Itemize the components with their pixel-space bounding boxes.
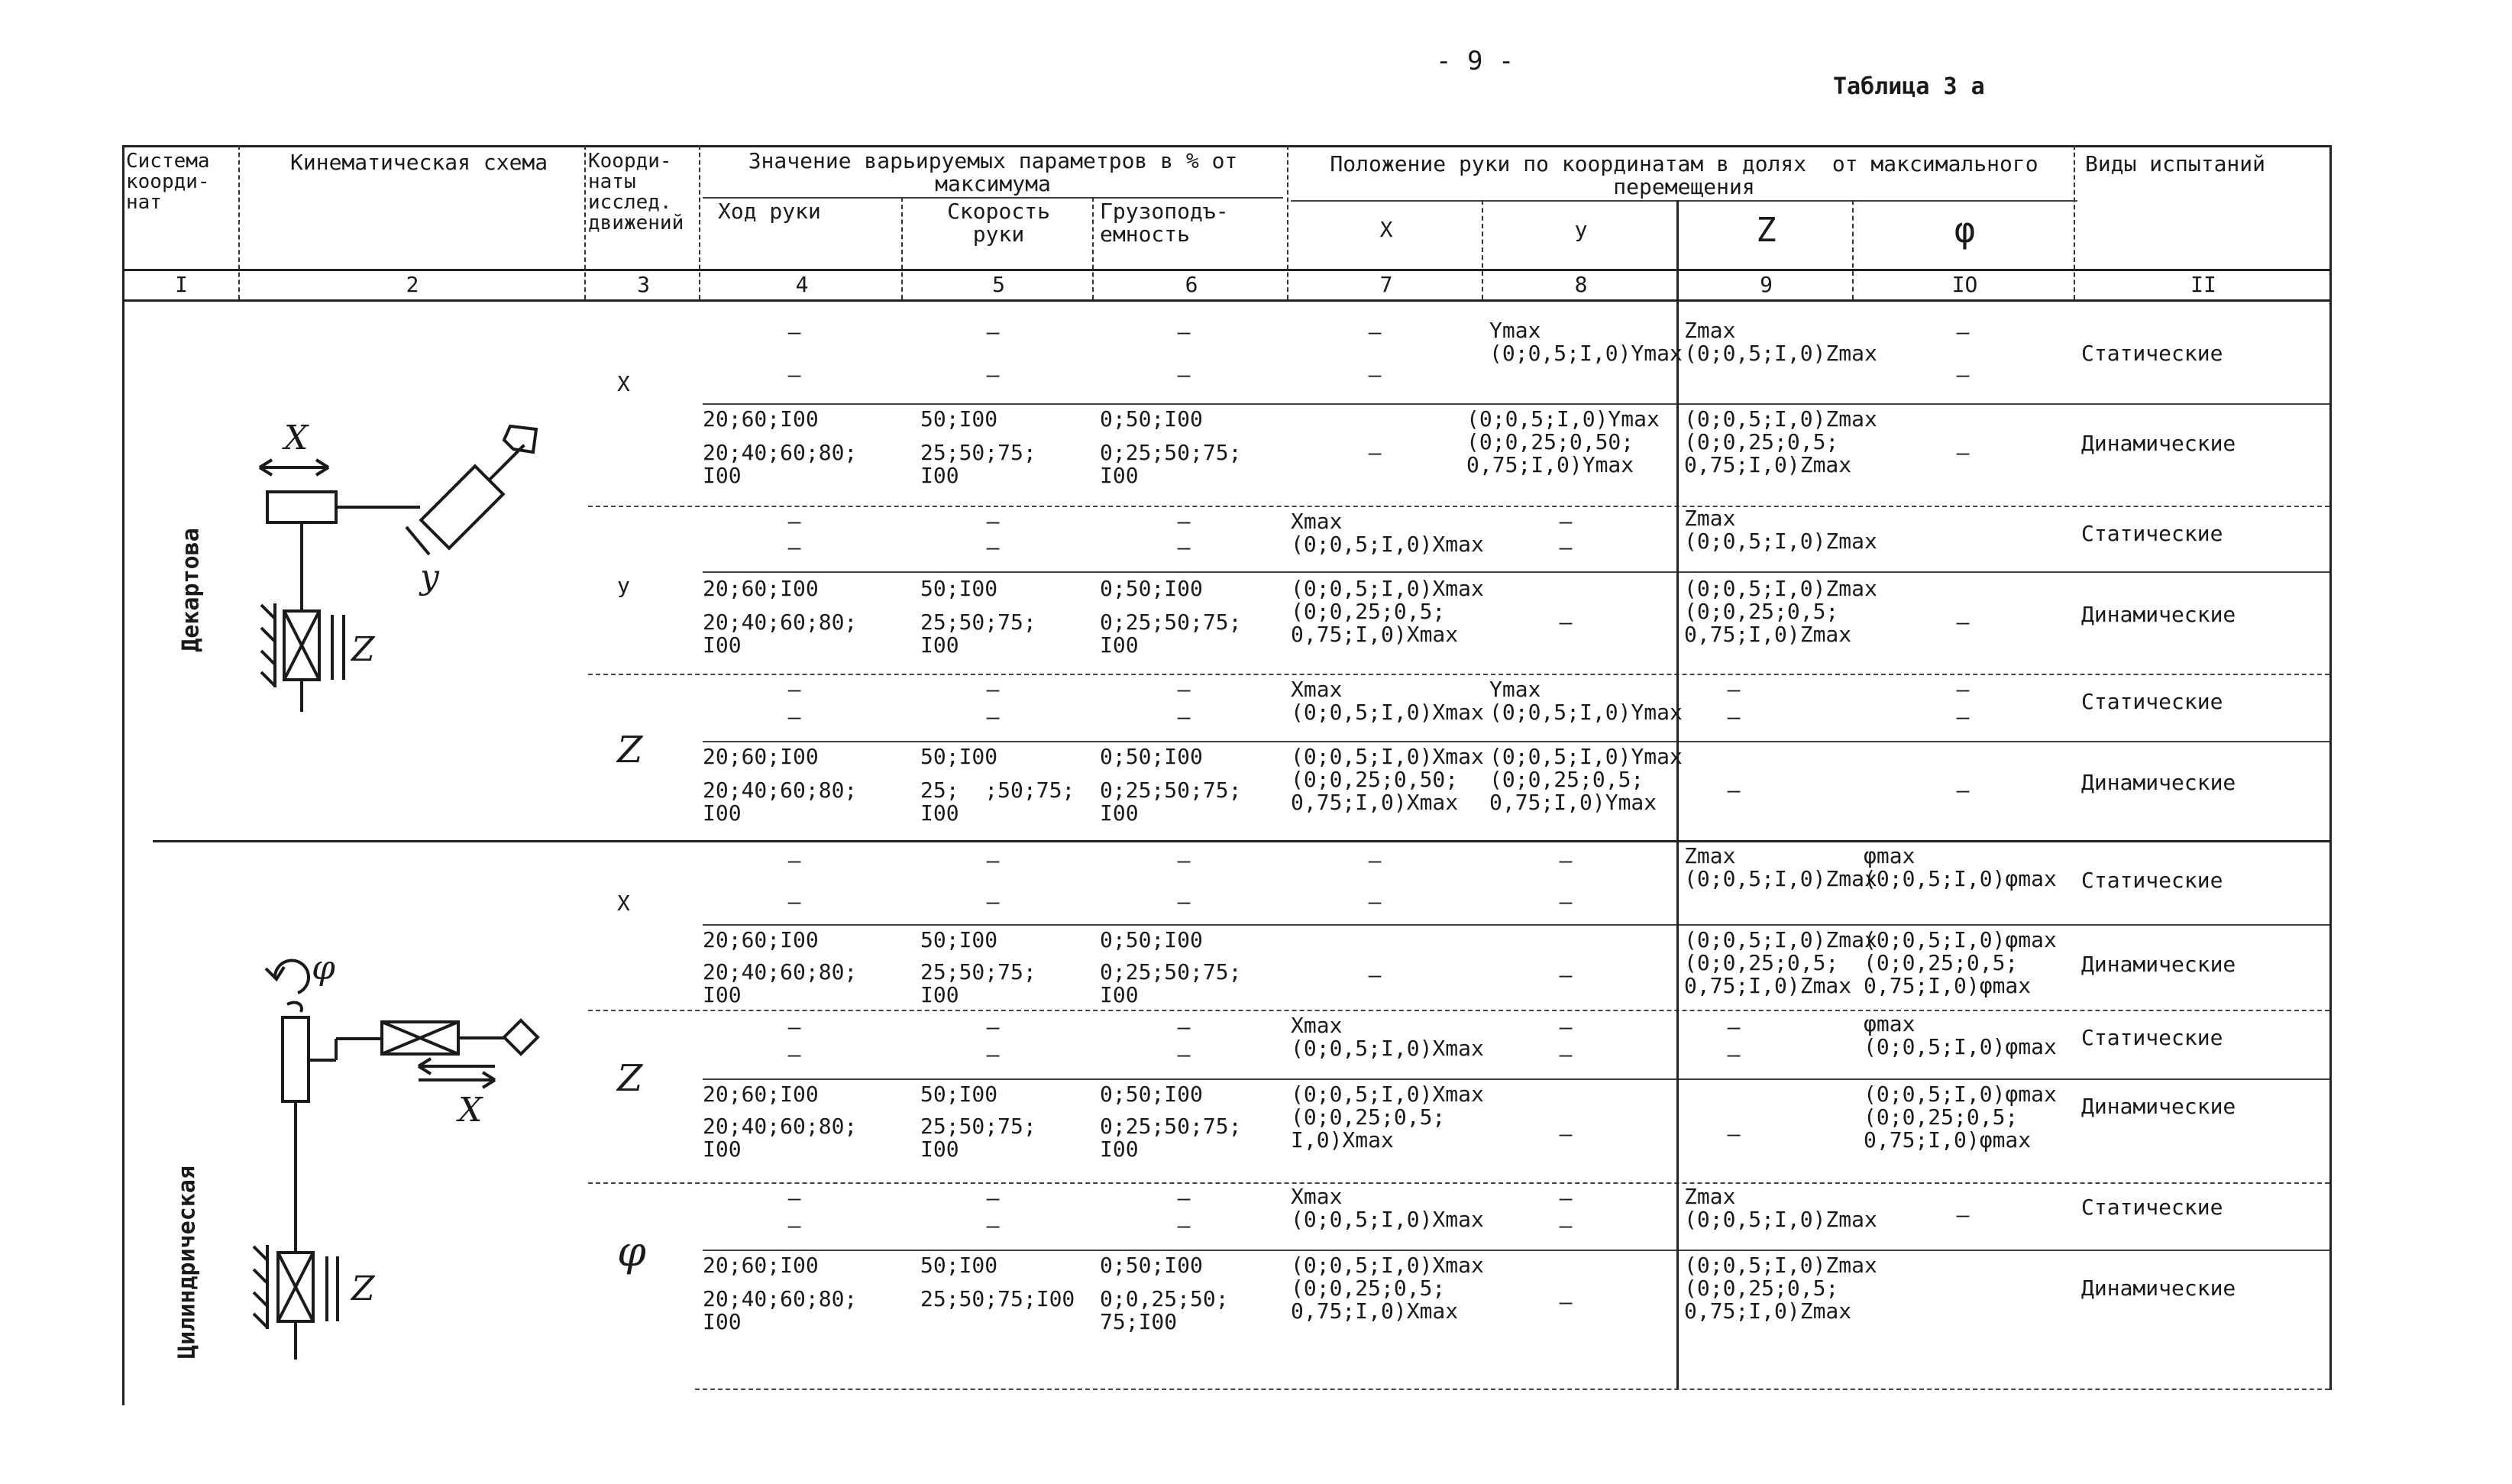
cell-position-z: (0;0,5;I,0)Zmax (0;0,25;0,5; 0,75;I,0)Zmax: [1684, 1253, 1877, 1324]
header-z: Z: [1756, 211, 1777, 250]
cell-position-phi: (0;0,5;I,0)φmax (0;0,25;0,5; 0,75;I,0)φmax: [1864, 927, 2057, 998]
cell-load: 0;50;I00: [1100, 744, 1203, 769]
cell-dash: –: [1559, 1042, 1573, 1067]
col-border: [901, 197, 903, 299]
schema-label-z: Z: [351, 630, 375, 669]
cell-load: 0;25;50;75; I00: [1100, 778, 1242, 826]
cell-speed: 50;I00: [920, 744, 998, 769]
row-separator: [703, 571, 2329, 573]
schema-label-z2: Z: [351, 1269, 375, 1308]
system-separator: [153, 840, 2329, 842]
cell-speed: 25;50;75; I00: [920, 440, 1036, 488]
col-border: [584, 145, 586, 299]
cell-dash: –: [787, 362, 801, 387]
cell-load: 0;25;50;75; I00: [1100, 609, 1242, 658]
header-phi: φ: [1954, 209, 1976, 251]
cell-position-z: Zmax (0;0,5;I,0)Zmax: [1684, 1184, 1877, 1232]
cell-position-x: Xmax (0;0,5;I,0)Xmax: [1291, 509, 1484, 557]
col-border: [1852, 200, 1854, 299]
header-kinematic-scheme: Кинематическая схема: [290, 150, 548, 175]
row-separator: [588, 1010, 2329, 1011]
cell-stroke: 20;60;I00: [703, 406, 819, 432]
cell-dash: –: [986, 889, 1000, 914]
cell-dash: –: [1559, 1185, 1573, 1211]
cell-load: 0;50;I00: [1100, 1081, 1203, 1107]
cell-speed: 50;I00: [920, 1253, 998, 1278]
table-title: Таблица 3 а: [1833, 73, 1985, 100]
test-type: Статические: [2081, 341, 2223, 366]
cell-dash: –: [986, 1213, 1000, 1238]
cell-position-phi: (0;0,5;I,0)φmax (0;0,25;0,5; 0,75;I,0)φmax: [1864, 1081, 2057, 1153]
col-number: 3: [637, 272, 650, 297]
coord-x-cartesian: X: [617, 371, 630, 396]
cell-speed: 50;I00: [920, 406, 998, 432]
cell-dash: –: [787, 1185, 801, 1211]
cell-load: 0;25;50;75; I00: [1100, 959, 1242, 1007]
cell-position-z: Zmax (0;0,5;I,0)Zmax: [1684, 843, 1877, 891]
col-number: 4: [795, 272, 809, 297]
test-type: Статические: [2081, 1195, 2223, 1220]
test-type: Статические: [2081, 689, 2223, 714]
test-type: Статические: [2081, 1025, 2223, 1050]
cell-position-z: Zmax (0;0,5;I,0)Zmax: [1684, 318, 1877, 366]
cell-dash: –: [1177, 704, 1191, 729]
coord-phi-cylindrical: φ: [617, 1227, 646, 1275]
cell-dash: –: [1177, 1213, 1191, 1238]
cell-dash: –: [1727, 1121, 1741, 1146]
header-param-values: Значение варьируемых параметров в % от максимума: [748, 148, 1238, 196]
schema-label-phi: φ: [312, 949, 335, 988]
cell-dash: –: [1177, 1185, 1191, 1211]
cell-speed: 50;I00: [920, 927, 998, 952]
row-separator: [588, 674, 2329, 675]
rule-under-position-header: [1291, 200, 2077, 202]
test-type: Динамические: [2081, 952, 2236, 977]
cell-dash: –: [1177, 319, 1191, 344]
col-number: II: [2190, 272, 2216, 297]
cell-load: 0;50;I00: [1100, 927, 1203, 952]
cell-stroke: 20;60;I00: [703, 576, 819, 601]
cell-dash: –: [1559, 1121, 1573, 1146]
cell-dash: –: [1368, 848, 1382, 873]
col-border: [2329, 145, 2332, 1390]
rule-above-col-numbers: [122, 269, 2329, 271]
cartesian-kinematic-diagram: [229, 412, 565, 718]
cell-dash: –: [1727, 778, 1741, 803]
system-cylindrical: Цилиндрическая: [173, 1166, 201, 1359]
cell-dash: –: [1559, 889, 1573, 914]
cell-dash: –: [1727, 1014, 1741, 1039]
coord-x-cylindrical: X: [617, 891, 630, 916]
cell-position-z: (0;0,5;I,0)Zmax (0;0,25;0,5; 0,75;I,0)Zmax: [1684, 927, 1877, 998]
cell-speed: 25;50;75; I00: [920, 959, 1036, 1007]
cell-dash: –: [1956, 778, 1970, 803]
cell-dash: –: [787, 1042, 801, 1067]
cell-dash: –: [1177, 848, 1191, 873]
cell-position-x: (0;0,5;I,0)Xmax (0;0,25;0,5; 0,75;I,0)Xmax: [1291, 1253, 1484, 1324]
cell-dash: –: [787, 889, 801, 914]
cell-position-x: Xmax (0;0,5;I,0)Xmax: [1291, 1013, 1484, 1061]
cell-dash: –: [787, 704, 801, 729]
cell-dash: –: [986, 362, 1000, 387]
cell-speed: 25;50;75;I00: [920, 1286, 1075, 1311]
cell-dash: –: [1559, 609, 1573, 635]
cell-dash: –: [986, 319, 1000, 344]
cell-speed: 25;50;75; I00: [920, 609, 1036, 658]
test-type: Статические: [2081, 521, 2223, 546]
cell-dash: –: [1177, 535, 1191, 560]
cell-dash: –: [986, 848, 1000, 873]
col-border: [1482, 200, 1483, 299]
cell-dash: –: [787, 1014, 801, 1039]
cell-dash: –: [1368, 319, 1382, 344]
cell-load: 0;25;50;75; I00: [1100, 1114, 1242, 1162]
header-test-types: Виды испытаний: [2085, 151, 2266, 176]
cell-dash: –: [1956, 440, 1970, 465]
cell-dash: –: [1727, 704, 1741, 729]
cell-dash: –: [1727, 1042, 1741, 1067]
schema-label-x: X: [284, 419, 309, 457]
cell-dash: –: [1559, 1213, 1573, 1238]
cell-dash: –: [1956, 362, 1970, 387]
cell-stroke: 20;60;I00: [703, 1081, 819, 1107]
test-type: Динамические: [2081, 431, 2236, 456]
cell-position-x: (0;0,5;I,0)Xmax (0;0,25;0,50; 0,75;I,0)Xmax: [1291, 744, 1484, 815]
cell-speed: 50;I00: [920, 1081, 998, 1107]
cell-dash: –: [986, 535, 1000, 560]
page-number: - 9 -: [1436, 46, 1515, 76]
cell-dash: –: [787, 1213, 801, 1238]
cell-dash: –: [1177, 889, 1191, 914]
col-border: [1092, 197, 1094, 299]
cell-position-z: (0;0,5;I,0)Zmax (0;0,25;0,5; 0,75;I,0)Zmax: [1684, 576, 1877, 647]
cell-stroke: 20;40;60;80; I00: [703, 1286, 858, 1334]
cell-dash: –: [1368, 362, 1382, 387]
cell-load: 0;50;I00: [1100, 406, 1203, 432]
header-speed: Скорость руки: [947, 199, 1050, 247]
test-type: Динамические: [2081, 1094, 2236, 1119]
test-type: Статические: [2081, 868, 2223, 893]
header-x: X: [1379, 217, 1393, 242]
cell-dash: –: [787, 677, 801, 702]
cell-load: 0;25;50;75; I00: [1100, 440, 1242, 488]
test-type: Динамические: [2081, 770, 2236, 795]
cell-position-y: Ymax (0;0,5;I,0)Ymax: [1489, 318, 1683, 366]
row-separator: [588, 1182, 2329, 1184]
row-separator: [588, 506, 2329, 507]
cell-stroke: 20;40;60;80; I00: [703, 959, 858, 1007]
cell-dash: –: [787, 319, 801, 344]
row-separator: [703, 403, 2329, 405]
cell-dash: –: [986, 677, 1000, 702]
cell-stroke: 20;60;I00: [703, 744, 819, 769]
col-number: I: [175, 272, 188, 297]
cell-dash: –: [1956, 609, 1970, 635]
cell-position-x: (0;0,5;I,0)Xmax (0;0,25;0,5; I,0)Xmax: [1291, 1081, 1484, 1153]
cell-load: 0;50;I00: [1100, 1253, 1203, 1278]
header-system: Система коорди- нат: [126, 150, 210, 214]
table-bottom-rule: [695, 1389, 2329, 1390]
table-top-rule: [122, 145, 2329, 147]
col-number: 6: [1185, 272, 1198, 297]
row-separator: [703, 1078, 2329, 1080]
cell-dash: –: [1727, 677, 1741, 702]
col-number: IO: [1951, 272, 1978, 297]
header-load: Грузоподъ- емность: [1100, 199, 1229, 247]
cell-dash: –: [787, 509, 801, 534]
cell-position-phi: φmax (0;0,5;I,0)φmax: [1864, 1011, 2057, 1059]
cell-dash: –: [1177, 677, 1191, 702]
col-border: [1287, 145, 1288, 299]
cell-stroke: 20;60;I00: [703, 927, 819, 952]
cell-dash: –: [1956, 319, 1970, 344]
cell-position-y: (0;0,5;I,0)Ymax (0;0,25;0,50; 0,75;I,0)Ymax: [1466, 406, 1660, 477]
cell-dash: –: [986, 1042, 1000, 1067]
cell-speed: 50;I00: [920, 576, 998, 601]
coord-z-cylindrical: Z: [617, 1057, 643, 1100]
cell-position-x: Xmax (0;0,5;I,0)Xmax: [1291, 677, 1484, 725]
cell-position-z: (0;0,5;I,0)Zmax (0;0,25;0,5; 0,75;I,0)Zmax: [1684, 406, 1877, 477]
cell-dash: –: [1368, 440, 1382, 465]
cell-load: 0;50;I00: [1100, 576, 1203, 601]
cell-stroke: 20;60;I00: [703, 1253, 819, 1278]
cell-dash: –: [1559, 848, 1573, 873]
cell-dash: –: [1956, 1202, 1970, 1227]
test-type: Динамические: [2081, 1275, 2236, 1301]
cell-speed: 25;50;75; I00: [920, 1114, 1036, 1162]
cell-position-x: Xmax (0;0,5;I,0)Xmax: [1291, 1184, 1484, 1232]
cell-dash: –: [1177, 509, 1191, 534]
row-separator: [703, 741, 2329, 742]
cell-dash: –: [787, 535, 801, 560]
header-arm-position: Положение руки по координатам в долях от максимального перемещения: [1330, 151, 2038, 199]
test-type: Динамические: [2081, 602, 2236, 627]
cell-dash: –: [1559, 1014, 1573, 1039]
schema-label-x2: X: [458, 1091, 483, 1130]
header-stroke: Ход руки: [718, 199, 821, 224]
cell-dash: –: [1177, 1042, 1191, 1067]
coord-z-cartesian: Z: [617, 729, 643, 771]
cell-dash: –: [1177, 362, 1191, 387]
cell-position-phi: φmax (0;0,5;I,0)φmax: [1864, 843, 2057, 891]
cell-dash: –: [1559, 535, 1573, 560]
col-number: 9: [1760, 272, 1773, 297]
row-separator: [703, 924, 2329, 926]
header-coordinates: Коорди- наты исслед. движений: [588, 150, 684, 234]
cell-stroke: 20;40;60;80; I00: [703, 778, 858, 826]
cell-position-y: Ymax (0;0,5;I,0)Ymax: [1489, 677, 1683, 725]
cell-stroke: 20;40;60;80; I00: [703, 440, 858, 488]
cell-dash: –: [986, 1185, 1000, 1211]
cell-dash: –: [1177, 1014, 1191, 1039]
cell-position-z: Zmax (0;0,5;I,0)Zmax: [1684, 506, 1877, 554]
col-border: [699, 145, 700, 299]
col-number: 8: [1574, 272, 1588, 297]
cell-dash: –: [986, 509, 1000, 534]
col-border: [122, 145, 124, 1405]
cell-dash: –: [986, 704, 1000, 729]
col-number: 7: [1379, 272, 1393, 297]
cell-stroke: 20;40;60;80; I00: [703, 1114, 858, 1162]
col-number: 5: [992, 272, 1005, 297]
cell-dash: –: [787, 848, 801, 873]
cell-dash: –: [1956, 704, 1970, 729]
cell-dash: –: [1368, 889, 1382, 914]
cell-dash: –: [1368, 962, 1382, 988]
row-separator: [703, 1250, 2329, 1251]
col-border: [238, 145, 240, 299]
cell-dash: –: [1559, 509, 1573, 534]
cell-position-y: (0;0,5;I,0)Ymax (0;0,25;0,5; 0,75;I,0)Ymax: [1489, 744, 1683, 815]
cell-dash: –: [1559, 1289, 1573, 1314]
cell-speed: 25; ;50;75; I00: [920, 778, 1075, 826]
rule-below-col-numbers: [122, 299, 2329, 302]
cell-dash: –: [1559, 962, 1573, 988]
cell-dash: –: [986, 1014, 1000, 1039]
cell-stroke: 20;40;60;80; I00: [703, 609, 858, 658]
coord-y-cartesian: y: [617, 573, 630, 598]
cylindrical-kinematic-diagram: [229, 947, 580, 1375]
cell-position-x: (0;0,5;I,0)Xmax (0;0,25;0,5; 0,75;I,0)Xmax: [1291, 576, 1484, 647]
cell-load: 0;0,25;50; 75;I00: [1100, 1286, 1229, 1334]
header-y: y: [1574, 217, 1588, 242]
schema-label-y: y: [420, 558, 439, 597]
col-number: 2: [406, 272, 419, 297]
system-cartesian: Декартова: [177, 528, 205, 652]
cell-dash: –: [1956, 677, 1970, 702]
